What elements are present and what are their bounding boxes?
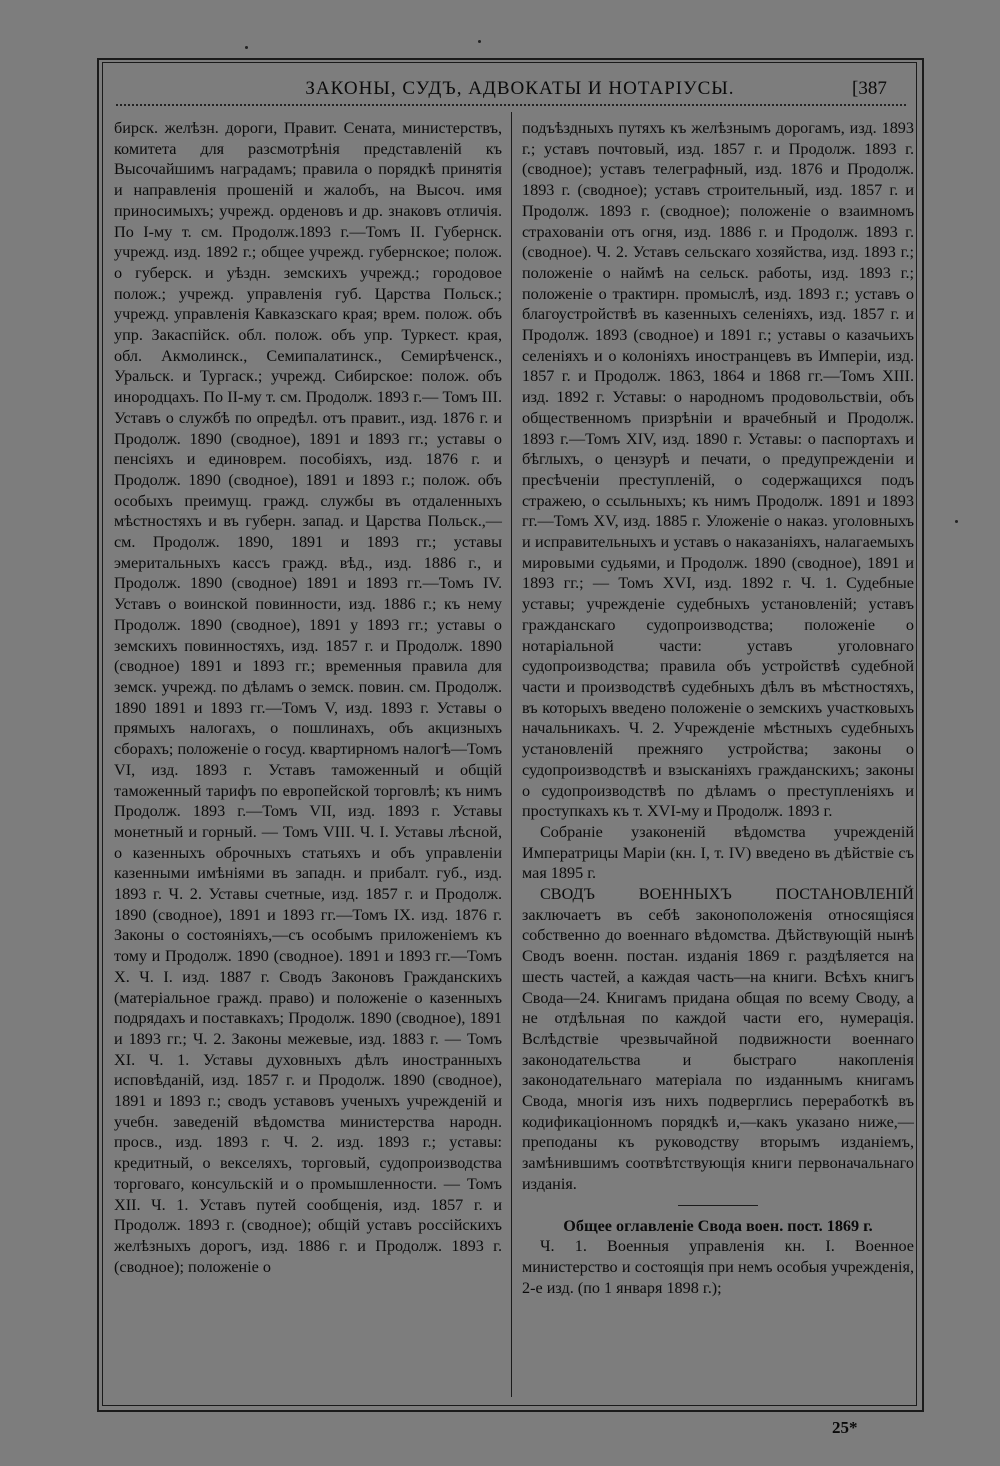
page-number: [387 [852, 78, 887, 99]
left-column-text: бирск. желѣзн. дороги, Правит. Сената, министерствъ, комитета для разсмотрѣнія представленій къ Высочайшимъ наградамъ; правила о порядкѣ принятія и направленія прошеній и жалобъ, на Высоч. имя приносимыхъ; учрежд. орденовъ и др. знаковъ отличія. По I-му т. см. Продолж.1893 г.—Томъ II. Губернск. учрежд. изд. 1892 г.; общее учрежд. губернское; полож. о губерск. и уѣздн. земскихъ учрежд.; городовое полож.; учрежд. управленія губ. Царства Польск.; учрежд. управленія Кавказскаго края; врем. полож. объ упр. Закаспійск. обл. полож. объ упр. Туркест. края, обл. Акмолинск., Семипалатинск., Семирѣченск., Уральск. и Тургаск.; учрежд. Сибирское: полож. объ инородцахъ. По II-му т. см. Продолж. 1893 г.— Томъ III. Уставъ о службѣ по опредѣл. отъ правит., изд. 1876 г. и Продолж. 1890 (сводное), 1891 и 1893 гг.; уставы о пенсіяхъ и единоврем. пособіяхъ, изд. 1876 г. и Продолж. 1890 (сводное), 1891 и 1893 г.; полож. объ особыхъ преимущ. гражд. службы въ отдаленныхъ мѣстностяхъ и въ губерн. запад. и Царства Польск.,—см. Продолж. 1890, 1891 и 1893 гг.; уставы эмеритальныхъ кассъ гражд. вѣд., изд. 1886 г., и Продолж. 1890 (сводное) 1891 и 1893 гг.—Томъ IV. Уставъ о воинской повинности, изд. 1886 г.; къ нему Продолж. 1890 (сводное), 1891 у 1893 гг.; уставы о земскихъ повинностяхъ, изд. 1857 г. и Продолж. 1890 (сводное) 1891 и 1893 гг.; временныя правила для земск. учрежд. по дѣламъ о земск. повин. см. Продолж. 1890 1891 и 1893 гг.—Томъ V, изд. 1893 г. Уставы о прямыхъ налогахъ, о пошлинахъ, объ акцизныхъ сборахъ; положеніе о госуд. квартирномъ налогѣ—Томъ VI, изд. 1893 г. Уставъ таможенный и общій таможенный тарифъ по европейской торговлѣ; къ нимъ Продолж. 1893 г.—Томъ VII, изд. 1893 г. Уставы монетный и горный. — Томъ VIII. Ч. I. Уставы лѣсной, о казенныхъ оброчныхъ статьяхъ и объ управленіи казенными имѣніями въ западн. и прибалт. губ., изд. 1893 г. Ч. 2. Уставы счетные, изд. 1857 г. и Продолж. 1890 (сводное), 1891 и 1893 гг.—Томъ IX. изд. 1876 г. Законы о состояніяхъ,—съ особымъ приложеніемъ къ тому и Продолж. 1890 (сводное). 1891 и 1893 гг.—Томъ X. Ч. I. изд. 1887 г. Сводъ Законовъ Гражданскихъ (матеріальное гражд. право) и положеніе о казенныхъ подрядахъ и поставкахъ; Продолж. 1890 (сводное), 1891 и 1893 гг.; Ч. 2. Законы межевые, изд. 1883 г. — Томъ XI. Ч. 1. Уставы духовныхъ дѣлъ иностранныхъ исповѣданій, изд. 1857 г. и Продолж. 1890 (сводное), 1891 и 1893 г.; сводъ уставовъ ученыхъ учрежденій и учебн. заведеній вѣдомства министерства народн. просв., изд. 1893 г. Ч. 2. изд. 1893 г.; уставы: кредитный, о векселяхъ, торговый, судопроизводства торговаго, консульскій и о промышленности. — Томъ XII. Ч. 1. Уставъ путей сообщенія, изд. 1857 г. и Продолж. 1893 г. (сводное); общій уставъ россійскихъ желѣзныхъ дорогъ, изд. 1886 г. и Продолж. 1893 г. (сводное); положеніе о [114, 119, 502, 1276]
speck [478, 40, 481, 43]
right-paragraph-3: СВОДЪ ВОЕННЫХЪ ПОСТАНОВЛЕНІЙ заключаетъ въ себѣ законоположенія относящіяся собственно до военнаго вѣдомства. Дѣйствующій нынѣ Сводъ военн. постан. изданія 1869 г. раздѣляется на шесть частей, а каждая часть—на книги. Всѣхъ книгъ Свода—24. Книгамъ придана общая по всему Своду, а не отдѣльная по каждой части его, нумерація. Вслѣдствіе чрезвычайной подвижности военнаго законодательства и быстраго накопленія законодательнаго матеріала по изданнымъ книгамъ Свода, многія изъ нихъ подверглись переработкѣ въ кодификаціонномъ порядкѣ и,—какъ указано ниже,—преподаны къ руководству вторымъ изданіемъ, замѣнившимъ соотвѣтствующія книги первоначальнаго изданія. [522, 885, 914, 1193]
left-column [114, 118, 502, 1277]
right-paragraph-2: Собраніе узаконеній вѣдомства учрежденій Императрицы Маріи (кн. I, т. IV) введено въ дѣйствіе съ мая 1895 г. [522, 822, 914, 883]
right-paragraph-4: Ч. 1. Военныя управленія кн. I. Военное министерство и состоящія при немъ особыя учрежденія, 2-е изд. (по 1 января 1898 г.); [522, 1237, 914, 1297]
header-rule [116, 104, 906, 112]
signature-mark: 25* [832, 1418, 858, 1437]
section-rule [678, 1205, 758, 1206]
speck [955, 520, 958, 523]
right-paragraph-1: подъѣздныхъ путяхъ къ желѣзнымъ дорогамъ, изд. 1893 г.; уставъ почтовый, изд. 1857 г. и Продолж. 1893 г. (сводное); уставъ телеграфный, изд. 1876 и Продолж. 1893 г. (сводное); уставъ строительный, изд. 1857 г. и Продолж. 1893 г. (сводное); положеніе о взаимномъ страхованіи отъ огня, изд. 1886 г. и Продолж. 1893 г. (сводное). Ч. 2. Уставъ сельскаго хозяйства, изд. 1893 г.; положеніе о наймѣ на сельск. работы, изд. 1893 г.; положеніе о трактирн. промыслѣ, изд. 1893 г.; уставъ о благоустройствѣ въ казенныхъ селеніяхъ, изд. 1857 г. и Продолж. 1893 (сводное) и 1891 г.; уставы о казачьихъ селеніяхъ и о колоніяхъ иностранцевъ въ Имперіи, изд. 1857 г. и Продолж. 1863, 1864 и 1868 гг.—Томъ XIII. изд. 1892 г. Уставы: о народномъ продовольствіи, объ общественномъ призрѣніи и врачебный и Продолж. 1893 г.—Томъ XIV, изд. 1890 г. Уставы: о паспортахъ и бѣглыхъ, о цензурѣ и печати, о предупрежденіи и пресѣченіи преступленій, о содержащихся подъ стражею, о ссыльныхъ; къ нимъ Продолж. 1891 и 1893 гг.—Томъ XV, изд. 1885 г. Уложеніе о наказ. уголовныхъ и исправительныхъ и уставъ о наказаніяхъ, налагаемыхъ мировыми судьями, и Продолж. 1890 (сводное), 1891 и 1893 гг.; — Томъ XVI, изд. 1892 г. Ч. 1. Судебные уставы; учрежденіе судебныхъ установленій; уставъ гражданскаго судопроизводства; положеніе о нотаріальной части: уставъ уголовнаго судопроизводства; правила объ устройствѣ судебной части и производствѣ судебныхъ дѣлъ въ мѣстностяхъ, въ которыхъ введено положеніе о земскихъ участковыхъ начальникахъ. Ч. 2. Учрежденіе мѣстныхъ судебныхъ установленій прежняго устройства; законы о судопроизводствѣ и взысканіяхъ гражданскихъ; законы о судопроизводствѣ по дѣламъ о преступленіяхъ и проступкахъ къ т. XVI-му и Продолж. 1893 г. [522, 119, 914, 821]
column-divider [511, 112, 512, 1397]
speck [245, 46, 248, 49]
right-column [522, 118, 914, 1298]
running-header-title: ЗАКОНЫ, СУДЪ, АДВОКАТЫ И НОТАРІУСЫ. [305, 78, 735, 99]
section-heading: Общее оглавленіе Свода воен. пост. 1869 г. [563, 1216, 873, 1235]
